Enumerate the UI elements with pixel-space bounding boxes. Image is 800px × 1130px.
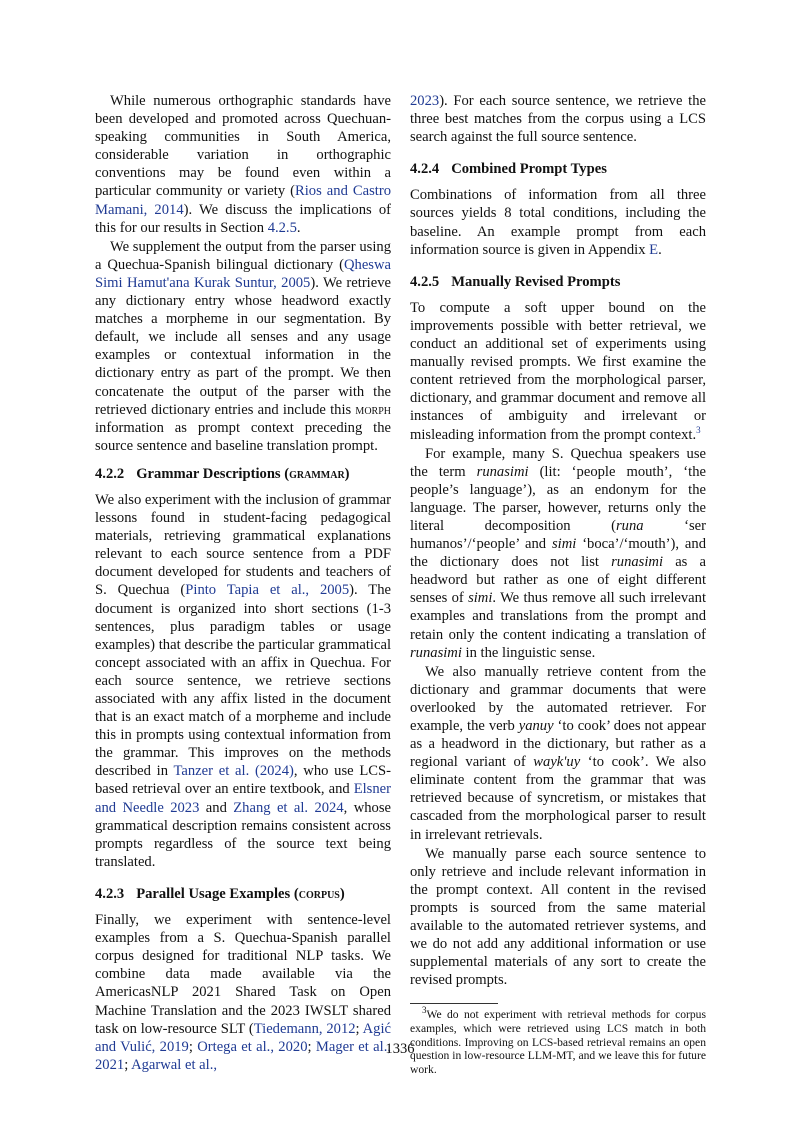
citation-link[interactable]: Tanzer et al. (2024): [173, 763, 294, 780]
paragraph-dictionary: [95, 238, 391, 455]
citation-link[interactable]: Ortega et al., 2020: [197, 1038, 308, 1055]
citation-link[interactable]: Tiedemann, 2012: [253, 1020, 356, 1037]
text: We also manually retrieve content from the dictionary and grammar documents that were overlooked by the automated retriever. For example, the verb: [410, 663, 706, 734]
paragraph-corpus-continued: [410, 92, 706, 146]
left-column: [95, 92, 391, 1074]
text: ). We retrieve any dictionary entry whose headword exactly matches a morpheme in our segmentation. By default, we include all senses and any usage examples or contextual information in the dictionary entry as part of the prompt. We then concatenate the output of the parser with the retrieved dictionary entries and include this: [95, 274, 391, 418]
citation-link[interactable]: Agarwal et al.,: [131, 1056, 217, 1073]
morph-term: morph: [355, 401, 391, 418]
text: .: [296, 219, 301, 236]
section-ref-link[interactable]: 4.2.5: [267, 219, 297, 236]
paragraph-manual-parse: [410, 845, 706, 990]
text: , whose grammatical description remains consistent across prompts regardless of the source text being translated.: [95, 799, 391, 870]
text: ‘to cook’. We also eliminate content from the grammar that was retrieved because of syncretism, or mistakes that cascaded from the morphological parser to result in irrelevant retrievals.: [410, 754, 706, 843]
citation-link[interactable]: Mager et al., 2021: [95, 1038, 392, 1073]
citation-link[interactable]: Rios and Castro Mamani, 2014: [95, 183, 391, 218]
paragraph-grammar: [95, 491, 391, 871]
text: Grammar Descriptions (: [136, 465, 290, 482]
text: ). We discuss the implications of this for our results in Section: [95, 201, 391, 236]
page-number: 1336: [385, 1041, 415, 1057]
text: For example, many S. Quechua speakers use the term: [410, 445, 706, 480]
section-title: Combined Prompt Types: [451, 161, 607, 178]
text: ;: [124, 1056, 132, 1073]
footnote-divider: [410, 1003, 498, 1004]
text: ): [344, 465, 350, 482]
section-title: [136, 885, 345, 903]
text: We manually parse each source sentence to only retrieve and include relevant information in the prompt context. All content in the revised prompts is sourced from the same material available to the automated retriever systems, and we do not add any additional information or use supplemental materials of any sort to create the revised prompts.: [410, 845, 706, 989]
term: simi: [551, 536, 577, 553]
text: ‘to cook’ does not appear as a headword in the dictionary, but rather as a regional variant of: [410, 718, 706, 771]
text: ). The document is organized into short sections (1-3 sentences, plus paradigm tables or usage examples) that describe the particular grammatical concept associated with an affix in Quechua. For each source sentence, we retrieve sections associated with any affix listed in the document that is an exact match of a morpheme and include this in prompts using contextual information from the grammar. This improves on the methods described in: [95, 582, 391, 780]
term: simi: [468, 590, 493, 607]
term: runasimi: [611, 554, 664, 571]
term: yanuy: [518, 718, 554, 734]
text: .: [658, 241, 662, 258]
term: wayk'uy: [533, 754, 581, 771]
footnote-ref-link[interactable]: [696, 424, 701, 443]
text: (lit: ‘people mouth’, ‘the people’s language’), as an endonym for the language. The parser, however, returns only the literal decomposition (: [410, 463, 706, 534]
text: and: [199, 799, 234, 816]
text: Finally, we experiment with sentence-level examples from a S. Quechua-Spanish parallel corpus designed for traditional NLP tasks. We combine data made available via the AmericasNLP 2021 Shared Task on Open Machine Translation and the 2023 IWSLT shared task on low-resource SLT (: [95, 912, 391, 1037]
section-heading-4-2-5: [410, 273, 706, 291]
citation-link[interactable]: Agić and Vulić, 2019: [95, 1020, 391, 1055]
right-column: [410, 92, 706, 1076]
text: in the linguistic sense.: [461, 644, 596, 661]
text: We supplement the output from the parser using a Quechua-Spanish bilingual dictionary (: [95, 238, 391, 273]
term: runasimi: [476, 463, 529, 480]
text: ). For each source sentence, we retrieve the three best matches from the corpus using a LCS search against the full source sentence.: [410, 93, 706, 146]
paragraph-runasimi: [410, 445, 706, 662]
text: ;: [307, 1038, 316, 1055]
corpus-term: corpus: [298, 885, 340, 902]
grammar-term: grammar: [289, 465, 345, 482]
section-title: [136, 465, 349, 483]
section-number: 4.2.5: [410, 273, 440, 290]
paragraph-orthography: [95, 92, 391, 237]
section-number: 4.2.3: [95, 885, 125, 902]
term: runa: [615, 517, 644, 534]
text: ;: [188, 1038, 198, 1055]
citation-link[interactable]: Pinto Tapia et al., 2005: [185, 582, 350, 599]
footnote-number: 3: [422, 1005, 427, 1016]
text: information as prompt context preceding the source sentence and baseline translation prompt.: [95, 419, 391, 454]
text: Combinations of information from all three sources yields 8 total conditions, including the baseline. An example prompt from each information source is given in Appendix: [410, 187, 706, 258]
section-heading-4-2-3: [95, 885, 391, 903]
citation-link[interactable]: Elsner and Needle 2023: [95, 781, 391, 816]
term: runasimi: [410, 644, 462, 661]
text: To compute a soft upper bound on the improvements possible with better retrieval, we conduct an additional set of experiments using manually revised prompts. We first examine the content retrieved from the morphological parser, dictionary, and grammar document and remove all instances of ambiguity and irrelevant or misleading information from the prompt context.: [410, 299, 706, 443]
text: We also experiment with the inclusion of grammar lessons found in student-facing pedagogical materials, retrieving grammatical explanations relevant to each source sentence from a PDF document developed for students and teachers of S. Quechua (: [95, 491, 391, 599]
text: , who use LCS-based retrieval over an entire textbook, and: [95, 763, 391, 798]
citation-link[interactable]: Qheswa Simi Hamut'ana Kurak Suntur, 2005: [95, 256, 391, 291]
footnote-marker: 3: [696, 424, 701, 435]
paragraph-revised: [410, 299, 706, 444]
paragraph-manual-retrieval: [410, 663, 706, 844]
text: ‘boca’/‘mouth’), and the dictionary does not list: [410, 536, 706, 571]
text: . We thus remove all such irrelevant examples and translations from the prompt and retain only the content indicating a translation of: [410, 590, 706, 643]
citation-link[interactable]: 2023: [410, 93, 440, 109]
citation-link[interactable]: Zhang et al. 2024: [233, 799, 344, 816]
section-number: 4.2.2: [95, 465, 125, 482]
text: as a headword but rather as one of eight different senses of: [410, 554, 706, 607]
appendix-ref-link[interactable]: E: [649, 241, 659, 258]
text: Parallel Usage Examples (: [136, 885, 299, 902]
section-title: Manually Revised Prompts: [451, 273, 621, 290]
section-heading-4-2-2: [95, 465, 391, 483]
text: While numerous orthographic standards have been developed and promoted across Quechuan-speaking communities in South America, considerable variation in orthographic conventions may be found even within a particular community or variety (: [95, 93, 391, 200]
text: ): [339, 885, 345, 902]
text: ;: [355, 1020, 363, 1037]
paragraph-combined: [410, 186, 706, 258]
footnote-text: We do not experiment with retrieval methods for corpus examples, which were retrieved using LCS match in both conditions. Improving on LCS-based retrieval remains an open question in low-resource LLM-MT, and we leave this for future work.: [410, 1008, 706, 1076]
section-heading-4-2-4: [410, 160, 706, 178]
text: ‘ser humanos’/‘people’ and: [410, 517, 706, 553]
section-number: 4.2.4: [410, 161, 440, 178]
